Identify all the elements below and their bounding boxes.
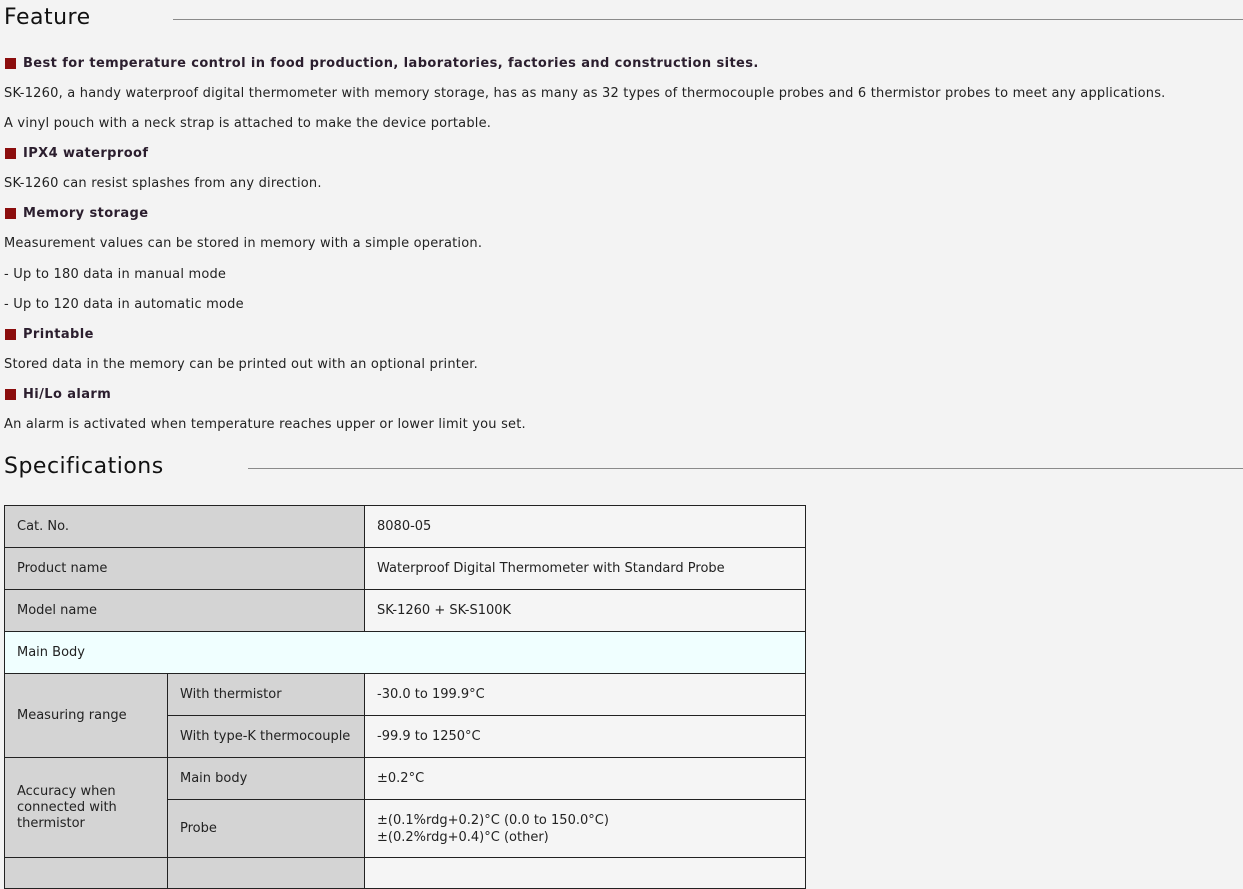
main-body-value: ±0.2°C — [365, 758, 806, 800]
specifications-divider — [248, 468, 1243, 469]
table-row — [5, 858, 806, 889]
feature-heading-alarm — [5, 387, 111, 402]
feature-divider — [173, 19, 1243, 20]
specifications-title: Specifications — [4, 454, 164, 479]
specifications-table — [4, 505, 806, 889]
table-row — [5, 548, 806, 590]
with-thermistor-label: With thermistor — [168, 674, 365, 716]
feature-heading-text: Printable — [23, 327, 94, 342]
with-thermistor-value: -30.0 to 199.9°C — [365, 674, 806, 716]
feature-text: - Up to 120 data in automatic mode — [4, 297, 244, 312]
product-name-value: Waterproof Digital Thermometer with Standard Probe — [365, 548, 806, 590]
feature-section-header — [4, 5, 91, 39]
feature-text: An alarm is activated when temperature reaches upper or lower limit you set. — [4, 417, 526, 432]
main-body-label: Main body — [168, 758, 365, 800]
product-name-label: Product name — [5, 548, 365, 590]
measuring-range-label: Measuring range — [5, 674, 168, 758]
bullet-square-icon — [5, 389, 16, 400]
feature-heading-applications — [5, 56, 759, 71]
feature-text: - Up to 180 data in manual mode — [4, 267, 227, 282]
feature-heading-waterproof — [5, 146, 148, 161]
feature-text: Stored data in the memory can be printed out with an optional printer. — [4, 357, 478, 372]
feature-heading-printable — [5, 327, 94, 342]
table-row — [5, 506, 806, 548]
feature-text: SK-1260, a handy waterproof digital thermometer with memory storage, has as many as 32 types of thermocouple probes and 6 thermistor probes to meet any applications. — [4, 86, 1166, 101]
feature-heading-text: Memory storage — [23, 206, 149, 221]
feature-text: Measurement values can be stored in memory with a simple operation. — [4, 236, 483, 251]
table-cell — [168, 858, 365, 889]
bullet-square-icon — [5, 58, 16, 69]
bullet-square-icon — [5, 208, 16, 219]
table-cell — [365, 858, 806, 889]
feature-heading-text: Hi/Lo alarm — [23, 387, 112, 402]
specifications-section-header — [4, 454, 164, 488]
table-row — [5, 632, 806, 674]
feature-title: Feature — [4, 5, 91, 30]
table-row — [5, 758, 806, 800]
feature-heading-text: IPX4 waterproof — [23, 146, 149, 161]
table-row — [5, 590, 806, 632]
main-body-group-header: Main Body — [5, 632, 806, 674]
feature-heading-text: Best for temperature control in food production, laboratories, factories and construction sites. — [23, 56, 759, 71]
model-name-label: Model name — [5, 590, 365, 632]
probe-value — [365, 800, 806, 858]
feature-text: SK-1260 can resist splashes from any direction. — [4, 176, 322, 191]
accuracy-thermistor-label: Accuracy when connected with thermistor — [5, 758, 168, 858]
feature-text: A vinyl pouch with a neck strap is attached to make the device portable. — [4, 116, 492, 131]
table-row — [5, 674, 806, 716]
bullet-square-icon — [5, 148, 16, 159]
cat-no-label: Cat. No. — [5, 506, 365, 548]
probe-value-line: ±(0.1%rdg+0.2)°C (0.0 to 150.0°C) — [377, 812, 609, 828]
probe-label: Probe — [168, 800, 365, 858]
with-typek-value: -99.9 to 1250°C — [365, 716, 806, 758]
feature-heading-memory — [5, 206, 148, 221]
probe-value-line: ±(0.2%rdg+0.4)°C (other) — [377, 829, 549, 845]
table-cell — [5, 858, 168, 889]
cat-no-value: 8080-05 — [365, 506, 806, 548]
with-typek-label: With type-K thermocouple — [168, 716, 365, 758]
bullet-square-icon — [5, 329, 16, 340]
model-name-value: SK-1260 + SK-S100K — [365, 590, 806, 632]
